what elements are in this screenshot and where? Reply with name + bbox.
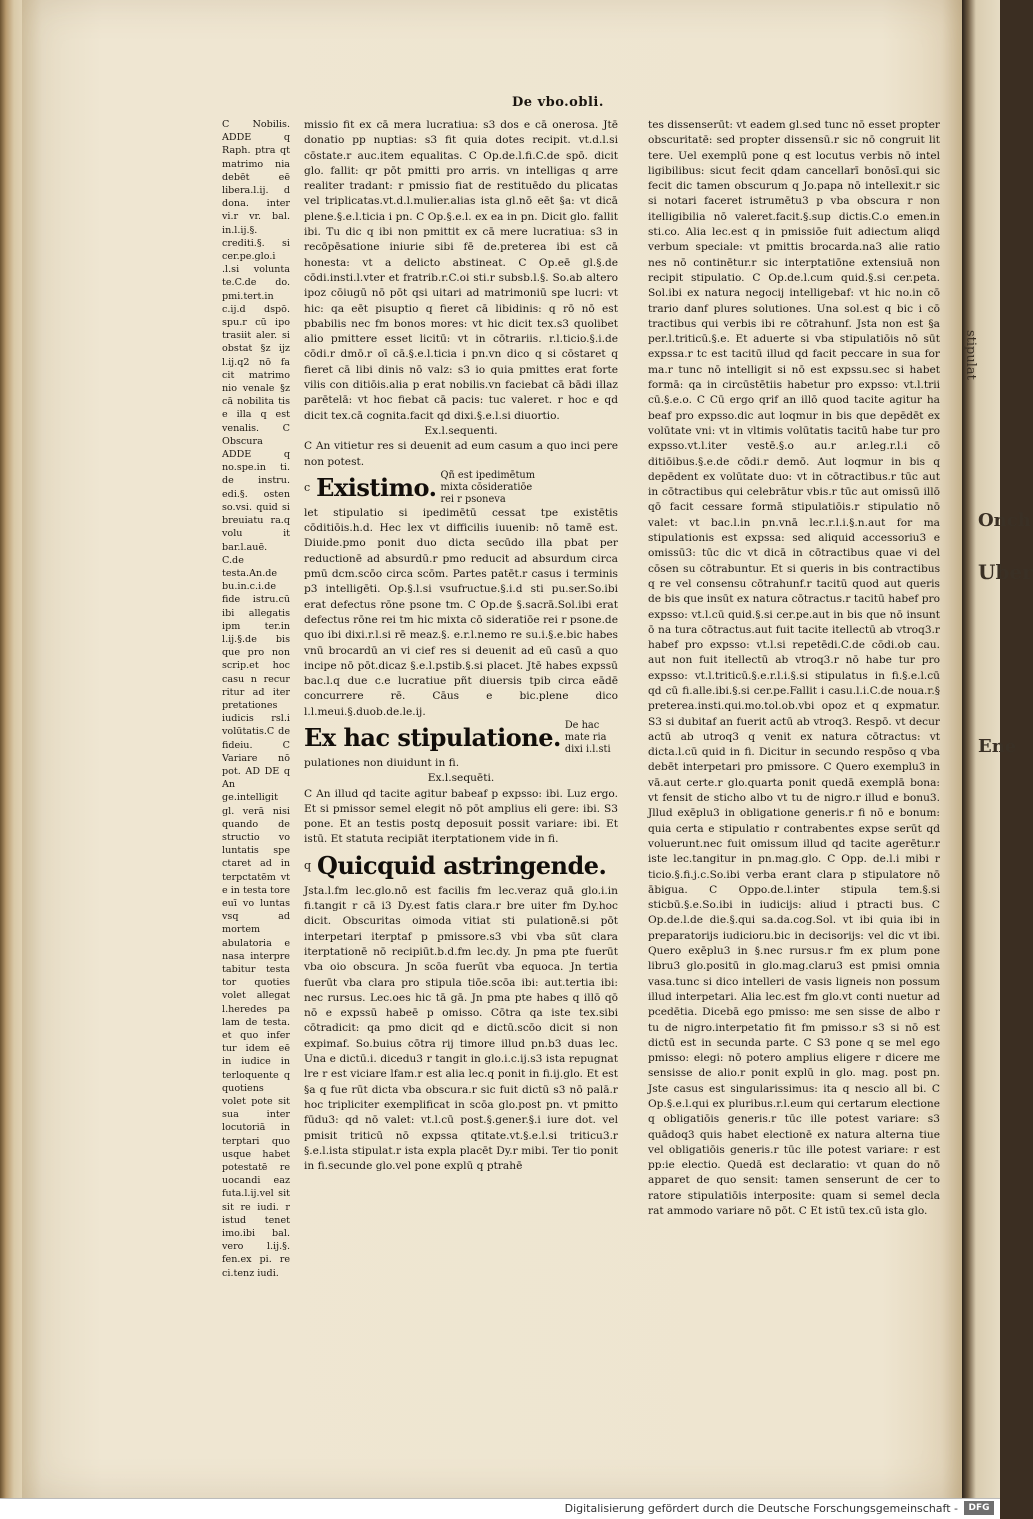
footer-credit: Digitalisierung gefördert durch die Deutsche Forschungsgemeinschaft - bbox=[564, 1502, 958, 1515]
margin-note-text: C Nobilis. ADDE q Raph. ptra qt matrimo nia debēt eē libera.l.ij. d dona. inter vi.r vr. bal. in.l.ij.§. crediti.§. si cer.pe.glo.i .l.si volunta te.C.de do. pmi.tert.in c.ij.d dspō. spu.r cū ipo trasiit aler. si obstat §z ijz l.ij.q2 nō fa cit matrimo nio venale §z cā nobilita tis e illa q est venalis. C Obscura ADDE q no.spe.in ti. de instru. edi.§. osten so.vsi. quid si breuiatu ra.q volu it bar.l.auē. C.de testa.An.de bu.in.c.i.de fide istru.cū ibi allegatis ipm ter.in l.ij.§.de bis que pro non scrip.et hoc casu n recur ritur ad iter pretationes iudicis rsl.i volūtatis.C de fideiu. C Variare nō pot. AD DE q An ge.intelligit gl. verā nisi quando de structio vo luntatis spe ctaret ad in terpctatēm vt e in testa tore euī vo luntas vsq ad mortem abulatoria e nasa interpre tabitur testa tor quoties volet allegat l.heredes pa lam de testa. et quo infer tur idem eē in iudice in terloquente q quotiens volet pote sit sua inter locutoriā in terptari quo usque habet potestatē re uocandi eaz futa.l.ij.vel sit sit re iudi. r istud tenet imo.ibi bal. vero l.ij.§. fen.ex pi. re ci.tenz iudi. bbox=[222, 119, 290, 1279]
summary: C An illud qd tacite agitur babeaf p expsso: ibi. Luz ergo. Et si pmissor semel elegit nō pōt amplius eli gere: ibi. S3 pone. Et an testis postq deposuit possit variare: ibi. Et istū. Et statuta recipiāt iterptationem vide in fi. bbox=[304, 787, 618, 846]
adjacent-page-text: Onch bbox=[978, 510, 1031, 531]
heading-side-text: De hac mate ria dixi i.l.sti bbox=[564, 719, 611, 755]
book-page bbox=[22, 0, 962, 1498]
column-right bbox=[648, 118, 940, 1219]
reference: Ex.l.sequēti. bbox=[427, 772, 495, 785]
paragraph: let stipulatio si ipedimētū cessat tpe existētis cōditiōis.h.d. Hec lex vt difficilis iuuenib: nō tamē est. Diuide.pmo ponit duo dicta secūdo illa pbat per reductionē ad absurdū.r pmo reducit ad absurdum circa pmū dcm.scōo circa scōm. Partes patēt.r casus i terminis p3 intelligēti. Op.§.l.si vsufructue.§.i.d sti pu.ser.So.ibi erat defectus rōne psone tm. C Op.de §.sacrā.Sol.ibi erat defectus rōne rei tm hic mixta cō sideratiōe rei r psone.de quo ibi dixi.r.l.si rē meaz.§. e.r.l.nemo re su.i.§.e.bic habes vnū brocardū an vi cief res si deuenit ad eū casū a quo incipe nō pōt.dicaz §.e.l.pstib.§.si placet. Jtē habes expssū bac.l.q due c.e lucratiue pñt diuersis tpib circa eādē concurrere rē. Cāus e bic.plene dico l.l.meui.§.duob.de.le.ij. bbox=[304, 506, 618, 718]
adjacent-page-text: Ene bbox=[978, 736, 1017, 757]
paragraph: tes dissenserūt: vt eadem gl.sed tunc nō esset propter obscuritatē: sed propter dissensū.r sic nō congruit lit tere. Uel exemplū pone q est locutus verbis nō intel ligibilibus: sicut fecit qdam cancellarī bonōsī.qui sic fecit dic tamen obscurum q Jo.papa nō intellexit.r sic si notari faceret istrumētu3 p vba obscura r non itelligibilia nō valeret.facit.§.sup dictis.C.o emen.in sti.co. Alia lec.est q in pmissiōe fuit adiectum aliqd verbum speciale: vt pmittis brocarda.na3 alie ratio nes nō continētur.r sic interptatiōne extensiuā non recipit stipulatio. C Op.de.l.cum quid.§.si cer.peta. Sol.ibi ex natura negocij intelligebaf: vt hic no.in cō trario danf plures solutiones. Una sol.est q bic i cō tractibus qui verbis ibi re cōtrahunf. Jsta non est §a per.l.triticū.§.e. Et aduerte si vba stipulatiōis nō sūt expssa.r tc est tacitū illud qd facit peccare in sua for ma.r tunc nō intelligit si nō est expssu.sec si habet formā: qa in circūstētiis habetur pro expsso: vt.l.trii cū.§.e.o. C Cū ergo qrif an illō quod tacite agitur ha beaf pro expsso.dic aut loqmur in bis que depēdēt ex volūtate vni: vt in vltimis volūtatis tacitū habe tur pro expsso.vt.l.iter vestē.§.o au.r ar.leg.r.l.i cō ditiōibus.§.e.de cōdi.r demō. Aut loqmur in bis q depēdent ex volūtate duo: vt in cōtractibus.r tūc aut in cōtractibus qui celebrātur vbis.r tūc aut omissū illō qō facit cessare formā stipulatiōis.r stipulatio nō valet: vt bac.l.in pn.vnā lec.r.l.i.§.n.aut for ma stipulationis est expssa: sed aliquid accessoriu3 e omissū3: tūc dic vt dicā in cōtractibus quae vi del cōsen su cōtrabuntur. Et si queris in bis contractibus q re vel consensu cōtrahunf.r tacitū quod aut queris de bis que insūt ex natura cōtractus.r tacitū habef pro expsso: vt.l.cū quid.§.si cer.pe.aut in bis que nō insunt ō na tura cōtractus.aut fuit tacite itellectū ab vtroq3.r habef pro expsso: vt.l.si repetēdi.C.de cōdi.ob cau. aut non fuit itellectū ab vtroq3.r nō habe tur pro expsso: vt.l.triticū.§.e.r.l.i.§.si stipulatus in fi.§.e.l.cū qd cū fi.alle.ibi.§.si cer.pe.Fallit i casu.l.i.C.de noua.r.§ preterea.insti.qui.mo.tol.ob.vbi opoz et q expmatur. S3 si dubitaf an fuerit actū ab vtroq3. Respō. vt decur actū ab utroq3 q venit ex natura cōtractus: vt dicta.l.cū quid in fi. Dicitur in secundo respōso q vba debēt interpetari pro pmissore. C Quero exemplu3 in vā.aut certe.r glo.quarta ponit quedā exemplā bona: vt fensit de sticho albo vt tu de nigro.r illud e bonu3. Jllud exēplu3 in obligatione generis.r fi nō e bonum: quia certa e stipulatio r contrabentes expse serūt qd voluerunt.nec fuit omissum illud qd tacite agerētur.r iste lec.tangitur in pn.mag.glo. C Opp. de.l.i mibi r ticio.§.fi.j.c.So.ibi verba erant clara p stipulatore nō ābigua. C Oppo.de.l.inter stipula tem.§.si sticbū.§.e.So.ibi in iudicijs: aliud i ptracti bus. C Op.de.l.de die.§.qui sa.da.cog.Sol. vt ibi quia ibi in preparatorijs iudicioru.bic in decisorijs: vel dic vt ibi. Quero exēplu3 in §.nec rursus.r fm ex plum pone libru3 glo.positū in glo.mag.claru3 est pmisi omnia vasa.tunc si dico intelleri de vasis ligneis non possum illud interpetari. Alia lec.est fm glo.vt conti nuetur ad pcedētia. Dicebā ego pmisso: me sen sisse de albo r tu de nigro.interpetatio fit fm pmisso.r s3 si nō est dictū est in secunda parte. C S3 pone q se mel ego pmisso: elegi: nō potero amplius eligere r dicere me sensisse de alio.r ponit explū in glo. mag. post pn. Jste casus est singularissimus: ita q nescio all bi. C Op.§.e.l.qui ex pluribus.r.l.eum qui certarum electione q obligatiōis generis.r tūc ille potest variare: s3 quādoq3 quis habet electionē ex natura alterna tiue vel obligatiōis generis.r tūc ille potest variare: r est pp:ie electio. Quedā est declaratio: vt quan do nō apparet de quo sensit: tamen senserunt de cer to ratore stipulatiōis interposite: quam si semel decla rat ammodo variare nō pōt. C Et istū tex.cū ista glo. bbox=[648, 119, 940, 1218]
paragraph: missio fit ex cā mera lucratiua: s3 dos e cā onerosa. Jtē donatio pp nuptias: s3 fit quia dotes recipit. vt.d.l.si cōstate.r auc.item equalitas. C Op.de.l.fi.C.de spō. dicit glo. fallit: qr pōt pmitti pro arris. vn intelligas q arre realiter tradant: r pmissio fiat de restituēdo du plicatas vel triplicatas.vt.d.l.mulier.alias ista gl.nō eēt §a: vt dicā plene.§.e.l.ticia i pn. C Op.§.e.l. ex ea in pn. Dicit glo. fallit ibi. Tu dic q ibi non pmittit ex cā mere lucratiua: s3 in recōpēsatione iniurie sibi fē de.preterea ibi est cā honesta: vt a delicto abstineat. C Op.eē gl.§.de cōdi.insti.l.vter et fratrib.r.C.oi sti.r subsb.l.§. So.ab altero ipoz cōiugū nō pōt qsi uitari ad matrimoniū spe lucri: vt hic: qa eēt pisuptio q fieret cā libidinis: q rō nō est pbabilis nec fm bonos mores: vt hic dicit tex.s3 quolibet alio pmittere esset licitū: vt in cōtrariis. r.l.ticio.§.i.de cōdi.r dmō.r oī cā.§.e.l.ticia i pn.vn dico q si cōstaret q fieret cā libi dinis nō valz: s3 io quia pmittes erat forte vilis con ditiōis.alia p erat nobilis.vn faciebat cā bādi illaz parētelā: vt hoc fiebat cā pacis: tuc valeret. r hoc e qd dicit tex.cā cognita.facit qd dixi.§.e.l.si diuortio. bbox=[304, 119, 618, 422]
heading-text: Ex hac stipulatione. bbox=[304, 722, 561, 752]
footer-bar bbox=[0, 1498, 1000, 1519]
heading-side-text: Qñ est ipedimētum mixta cōsideratiōe rei r psoneva bbox=[440, 469, 536, 505]
adjacent-page-text: Uber bbox=[978, 560, 1033, 584]
margin-letter: q bbox=[304, 858, 312, 872]
column-left bbox=[304, 118, 618, 1174]
summary: C An vitietur res si deuenit ad eum casum a quo inci pere non potest. bbox=[304, 440, 618, 468]
margin-notes bbox=[222, 118, 290, 1280]
adjacent-page-edge bbox=[962, 0, 1033, 1498]
paragraph: Jsta.l.fm lec.glo.nō est facilis fm lec.veraz quā glo.i.in fi.tangit r cā i3 Dy.est fatis clara.r bre uiter fm Dy.hoc dicit. Obscuritas oimoda vitiat sti pulationē.si pōt interpetari iterptaf p pmissore.s3 vbi vba sūt clara iterptationē nō recipiūt.b.d.fm lec.dy. Jn pma pte fuerūt vba oio obscura. Jn scōa fuerūt vba equoca. Jn tertia fuerūt vba clara pro stipula tiōe.scōa ibi: aut.tertia ibi: nec rursus. Lec.oes hic tā gā. Jn pma pte habes q illō qō nō e expssū habeē p omisso. Cōtra qa iste tex.sibi cōtradicit: qa pmo dicit qd e dictū.scōo dicit si non expimaf. So.buius cōtra rij timore illud pn.b3 duas lec. Una e dictū.i. dicedu3 r tangit in glo.i.c.ij.s3 ista repugnat lre r est viciare lfam.r est alia lec.q ponit in fi.ij.glo. Et est §a q fue rūt dicta vba obscura.r sic fuit dictū s3 nō palā.r hoc tripliciter exemplificat in scōa glo.post pn. vt pmitto fūdu3: qd nō valet: vt.l.cū post.§.gener.§.i iure dot. vel pmisit triticū nō expssa qtitate.vt.§.e.l.si triticu3.r §.e.l.ista stipulat.r ista expla placēt Dy.r mibi. Ter tio ponit in fi.secunde glo.vel pone explū q ptrahē bbox=[304, 884, 618, 1173]
section-heading-exhac bbox=[304, 720, 618, 756]
section-heading-quicquid bbox=[304, 848, 618, 884]
reference: Ex.l.sequenti. bbox=[424, 424, 498, 437]
running-head: De vbo.obli. bbox=[512, 95, 604, 110]
section-heading-existimo bbox=[304, 470, 618, 506]
margin-letter: c bbox=[304, 480, 311, 494]
heading-text: Existimo. bbox=[316, 472, 437, 502]
dfg-logo: DFG bbox=[964, 1501, 994, 1515]
adjacent-page-text: stipulat bbox=[963, 330, 978, 380]
heading-text: Quicquid astringende. bbox=[317, 850, 607, 880]
paragraph: pulationes non diuidunt in fi. bbox=[304, 756, 460, 769]
